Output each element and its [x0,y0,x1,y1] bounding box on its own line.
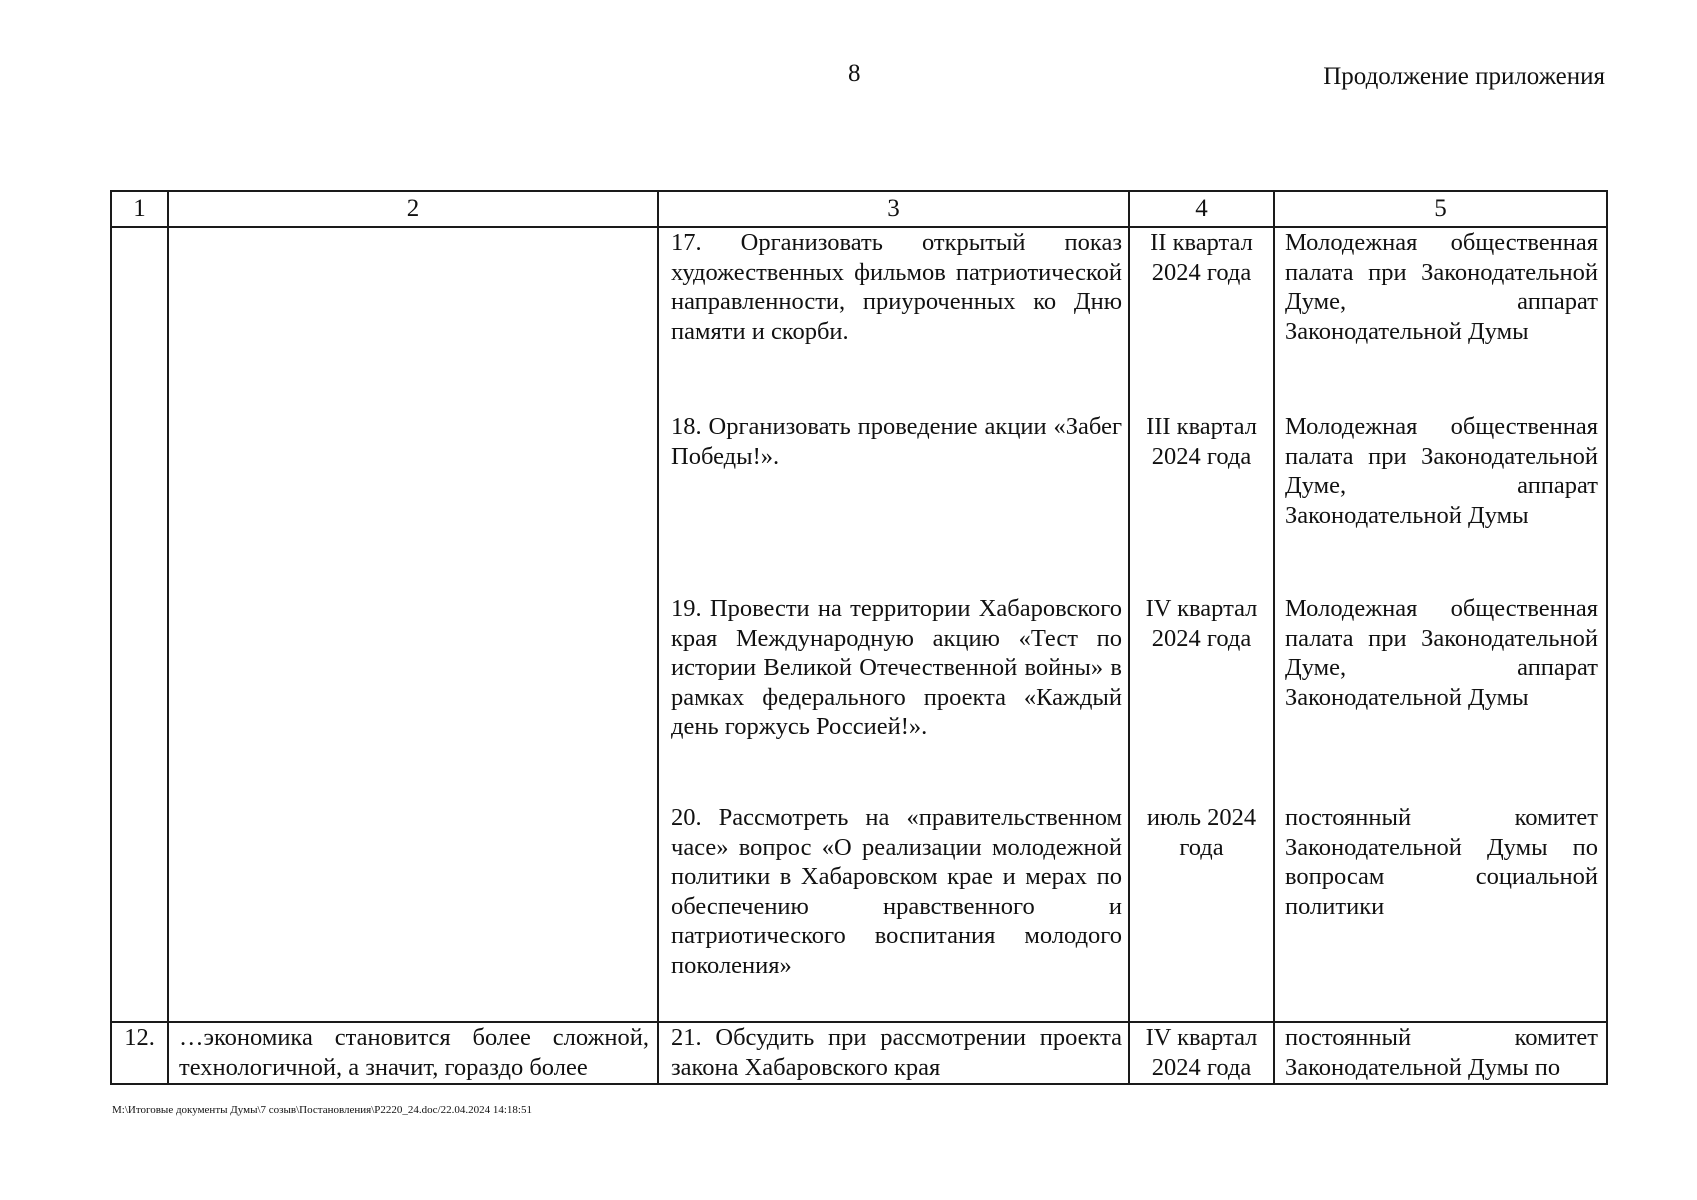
page-number: 8 [848,60,861,87]
term-item-20: июль 2024 года [1146,804,1257,861]
table-row [111,227,1607,1022]
quote-text: …экономика становится более сложной, технологичной, а значит, гораздо более [179,1024,649,1081]
responsible-item-18: Молодежная общественная палата при Законодательной Думе, аппарат Законодательной Думы [1285,413,1598,529]
responsible-cell [1274,1022,1607,1084]
column-header-1: 1 [111,191,168,227]
responsible-item-21: постоянный комитет Законодательной Думы по [1285,1024,1598,1081]
action-item-21: 21. Обсудить при рассмотрении проекта закона Хабаровского края [671,1024,1122,1081]
quote-cell [168,1022,658,1084]
responsible-cell [1274,227,1607,1022]
responsible-item-20: постоянный комитет Законодательной Думы по вопросам социальной политики [1285,804,1598,920]
column-header-2: 2 [168,191,658,227]
action-cell [658,227,1129,1022]
column-header-3: 3 [658,191,1129,227]
action-cell [658,1022,1129,1084]
action-item-19: 19. Провести на территории Хабаровского края Международную акцию «Тест по истории Великой Отечественной войны» в рамках федерального проекта «Каждый день горжусь Россией!». [671,595,1122,740]
header-row [111,191,1607,227]
responsible-item-19: Молодежная общественная палата при Законодательной Думе, аппарат Законодательной Думы [1285,595,1598,711]
continuation-label: Продолжение приложения [1323,63,1605,90]
term-item-18: III квартал 2024 года [1146,413,1257,470]
action-item-17: 17. Организовать открытый показ художественных фильмов патриотической направленности, приуроченных ко Дню памяти и скорби. [671,229,1122,345]
row-number-cell [111,1022,168,1084]
responsible-item-17: Молодежная общественная палата при Законодательной Думе, аппарат Законодательной Думы [1285,229,1598,345]
row-number-cell [111,227,168,1022]
action-item-18: 18. Организовать проведение акции «Забег Победы!». [671,413,1122,470]
term-item-19: IV квартал 2024 года [1145,595,1258,652]
column-header-4: 4 [1129,191,1274,227]
document-path-footer: M:\Итоговые документы Думы\7 созыв\Постановления\P2220_24.doc/22.04.2024 14:18:51 [112,1104,532,1116]
row-number: 12. [124,1024,155,1051]
term-cell [1129,227,1274,1022]
quote-cell [168,227,658,1022]
action-item-20: 20. Рассмотреть на «правительственном часе» вопрос «О реализации молодежной политики в Хабаровском крае и мерах по обеспечению нравственного и патриотического воспитания молодого поколения» [671,804,1122,979]
column-header-5: 5 [1274,191,1607,227]
term-cell [1129,1022,1274,1084]
plan-table [110,190,1608,1085]
table-row [111,1022,1607,1084]
term-item-21: IV квартал 2024 года [1145,1024,1258,1081]
term-item-17: II квартал 2024 года [1150,229,1253,286]
